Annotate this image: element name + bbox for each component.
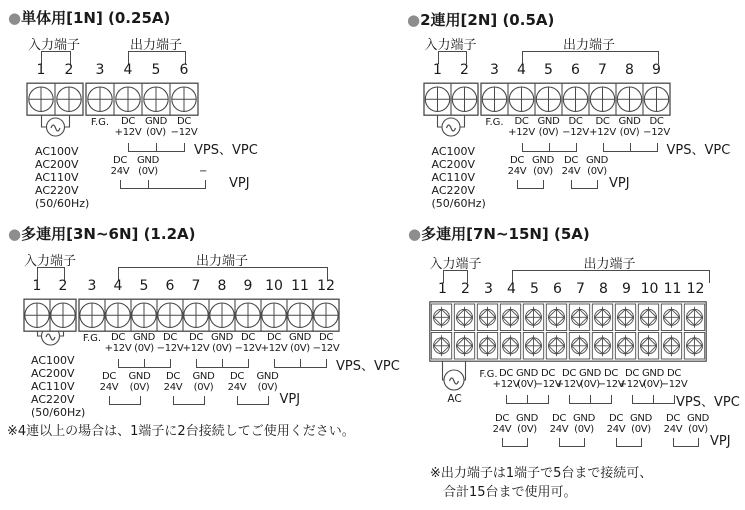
- terminal-number: 10: [640, 281, 659, 297]
- output-pin-label: GND: [144, 116, 168, 127]
- output-pin-label: DC: [112, 155, 128, 166]
- output-pin-label: −12V: [170, 127, 198, 138]
- output-pin-label: 24V: [227, 382, 247, 393]
- terminal-number: 3: [490, 62, 499, 78]
- terminal-number: 1: [32, 278, 42, 294]
- output-pin-label: GND: [572, 413, 596, 424]
- output-pin-label: DC: [266, 332, 282, 343]
- vpj-bracket-tick: [673, 438, 674, 447]
- ac-voltage-line: AC100V: [35, 145, 79, 158]
- vps-vpc-bracket-tick: [170, 359, 171, 368]
- vps-vpc-bracket-tick: [576, 143, 577, 152]
- vps-vpc-bracket-tick: [222, 359, 223, 368]
- vpj-bracket-bar: [173, 404, 204, 405]
- output-pin-label: +12V: [555, 379, 583, 390]
- output-pin-label: +12V: [589, 127, 616, 138]
- output-pin-label: GND: [629, 413, 653, 424]
- vpj-bracket-bar: [237, 404, 268, 405]
- output-pin-label: GND: [256, 371, 279, 382]
- output-pin-label: DC: [563, 155, 579, 166]
- note-text: ※4連以上の場合は、1端子に2台接続してご使用ください。: [7, 424, 355, 439]
- output-pin-label: DC: [240, 332, 256, 343]
- vps-vpc-bracket-tick: [274, 359, 275, 368]
- vps-vpc-label: VPS、VPC: [666, 143, 731, 158]
- vpj-label: VPJ: [279, 392, 301, 407]
- output-pin-label: DC: [666, 368, 682, 379]
- output-pin-label: 24V: [561, 166, 581, 177]
- output-pin-label: (0V): [619, 127, 640, 138]
- note-text: 合計15台まで使用可。: [443, 485, 577, 500]
- output-pin-label: 24V: [110, 166, 130, 177]
- bullet-icon: ●: [8, 225, 22, 243]
- vps-vpc-label: VPS、VPC: [194, 143, 258, 158]
- terminal-number: 4: [113, 278, 123, 294]
- output-pin-label: GND: [132, 332, 156, 343]
- terminal-number: 10: [265, 278, 283, 294]
- output-pin-label: (0V): [134, 343, 154, 354]
- output-pin-label: +12V: [104, 343, 132, 354]
- vps-vpc-bracket-tick: [590, 395, 591, 404]
- output-pin-label: −12V: [660, 379, 688, 390]
- vpj-bracket-tick: [237, 396, 238, 405]
- output-pin-label: GND: [128, 371, 151, 382]
- output-pin-label: DC: [595, 116, 610, 127]
- output-pin-label: +12V: [492, 379, 520, 390]
- output-pin-label: GND: [210, 332, 234, 343]
- terminal-number: 8: [599, 281, 608, 297]
- output-pin-label: GND: [578, 368, 602, 379]
- terminal-number: 12: [686, 281, 705, 297]
- output-pin-label: DC: [101, 371, 117, 382]
- vpj-bracket-tick: [140, 396, 141, 405]
- output-pin-label: 24V: [492, 424, 512, 435]
- terminal-number: 2: [460, 62, 469, 78]
- vps-vpc-bracket-tick: [506, 395, 507, 404]
- vps-vpc-bracket-tick: [657, 143, 658, 152]
- output-pin-label: GND: [618, 116, 641, 127]
- output-pin-label: (0V): [688, 424, 708, 435]
- panel-title: 2連用[2N] (0.5A): [420, 11, 555, 29]
- output-pin-label: −12V: [534, 379, 562, 390]
- panel-title-row: [408, 223, 590, 244]
- output-pin-label: DC: [188, 332, 204, 343]
- output-pin-label: +12V: [114, 127, 142, 138]
- vpj-bracket-tick: [148, 180, 149, 189]
- terminal-number: 9: [243, 278, 253, 294]
- ac-voltage-list: [31, 354, 85, 419]
- output-pin-label: 24V: [99, 382, 119, 393]
- vps-vpc-bracket-tick: [522, 143, 523, 152]
- terminal-number: 5: [544, 62, 553, 78]
- terminal-number: 8: [625, 62, 634, 78]
- output-pin-label: GND: [537, 116, 560, 127]
- output-pin-label: (0V): [257, 382, 278, 393]
- output-pin-label: DC: [229, 371, 245, 382]
- vps-vpc-bracket-tick: [632, 395, 633, 404]
- panel-title: 多連用[7N~15N] (5A): [421, 225, 590, 243]
- input-terminal-label: 入力端子: [24, 254, 77, 269]
- fg-label: F.G.: [90, 117, 110, 128]
- vps-vpc-bracket-tick: [248, 359, 249, 368]
- ac-voltage-line: AC200V: [35, 158, 79, 171]
- ac-voltage-line: AC110V: [431, 171, 476, 184]
- terminal-number: 6: [165, 278, 175, 294]
- output-pin-label: 24V: [163, 382, 183, 393]
- terminal-block: [429, 301, 707, 366]
- vps-vpc-label: VPS、VPC: [676, 395, 740, 410]
- terminal-number: 3: [95, 62, 105, 78]
- terminal-number: 1: [438, 281, 447, 297]
- output-pin-label: +12V: [260, 343, 288, 354]
- output-pin-label: (0V): [146, 127, 166, 138]
- ac-voltage-line: AC200V: [431, 158, 476, 171]
- input-terminal-label: 入力端子: [424, 38, 477, 53]
- terminal-number: 6: [553, 281, 562, 297]
- terminal-number: 5: [139, 278, 149, 294]
- ac-voltage-line: (50/60Hz): [431, 197, 486, 210]
- vps-vpc-bracket-tick: [300, 359, 301, 368]
- fg-label: F.G.: [485, 117, 504, 128]
- output-pin-label: 24V: [606, 424, 626, 435]
- note-text: ※出力端子は1端子で5台まで接続可、: [430, 466, 653, 481]
- terminal-number: 9: [652, 62, 661, 78]
- terminal-number: 11: [663, 281, 682, 297]
- output-pin-label: (0V): [643, 379, 663, 390]
- terminal-number: 4: [517, 62, 526, 78]
- vps-vpc-bracket-tick: [569, 395, 570, 404]
- terminal-number: 7: [191, 278, 201, 294]
- vps-vpc-bracket-tick: [549, 143, 550, 152]
- terminal-number: 6: [571, 62, 580, 78]
- output-pin-label: DC: [165, 371, 181, 382]
- vps-vpc-bracket-tick: [548, 395, 549, 404]
- output-pin-label: DC: [498, 368, 514, 379]
- output-pin-label: −12V: [562, 127, 589, 138]
- ac-voltage-line: AC200V: [31, 367, 75, 380]
- vpj-bracket-bar: [502, 446, 527, 447]
- vpj-bracket-tick: [109, 396, 110, 405]
- output-pin-label: (0V): [580, 379, 600, 390]
- output-pin-label: GND: [515, 413, 539, 424]
- vps-vpc-bracket-tick: [630, 143, 631, 152]
- output-terminal-label: 出力端子: [130, 38, 183, 53]
- output-pin-label: (0V): [517, 379, 537, 390]
- panel-title: 多連用[3N~6N] (1.2A): [21, 225, 196, 243]
- vpj-bracket-tick: [517, 180, 518, 189]
- output-pin-label: DC: [665, 413, 681, 424]
- output-pin-label: DC: [551, 413, 567, 424]
- fg-label: F.G.: [82, 333, 102, 344]
- vpj-bracket-tick: [641, 438, 642, 447]
- terminal-number: 5: [151, 62, 161, 78]
- output-pin-label: +12V: [618, 379, 646, 390]
- vpj-bracket-tick: [571, 180, 572, 189]
- output-pin-label: GND: [192, 371, 215, 382]
- output-pin-label: DC: [561, 368, 577, 379]
- ac-source-symbol: [436, 115, 466, 143]
- vpj-bracket-bar: [616, 446, 641, 447]
- vpj-bracket-tick: [597, 180, 598, 189]
- output-pin-label: DC: [608, 413, 624, 424]
- output-pin-label: DC: [514, 116, 529, 127]
- ac-label: AC: [447, 393, 462, 405]
- output-pin-label: 24V: [507, 166, 527, 177]
- vpj-bracket-bar: [517, 188, 543, 189]
- output-pin-label: GND: [641, 368, 665, 379]
- input-terminal-label: 入力端子: [429, 257, 482, 272]
- vps-vpc-bracket-tick: [603, 143, 604, 152]
- output-pin-label: DC: [624, 368, 640, 379]
- vpj-label: VPJ: [710, 434, 731, 449]
- input-terminal-label: 入力端子: [28, 38, 81, 53]
- output-pin-label: +12V: [508, 127, 535, 138]
- output-pin-label: −12V: [234, 343, 262, 354]
- output-pin-label: −12V: [156, 343, 184, 354]
- output-pin-label: −12V: [643, 127, 670, 138]
- output-terminal-label: 出力端子: [563, 38, 616, 53]
- terminal-number: 9: [622, 281, 631, 297]
- output-pin-label: −12V: [597, 379, 625, 390]
- terminal-number: 11: [291, 278, 309, 294]
- vps-vpc-label: VPS、VPC: [336, 359, 400, 374]
- vpj-label: VPJ: [229, 176, 250, 191]
- output-pin-label: DC: [120, 116, 136, 127]
- vps-vpc-bracket-tick: [653, 395, 654, 404]
- terminal-number: 2: [64, 62, 74, 78]
- vps-vpc-bracket-tick: [118, 359, 119, 368]
- fg-label: F.G.: [479, 369, 498, 380]
- ac-source-symbol: [36, 331, 65, 352]
- output-pin-label: (0V): [587, 166, 607, 177]
- vpj-bracket-tick: [173, 396, 174, 405]
- panel-title: 単体用[1N] (0.25A): [21, 9, 171, 27]
- output-pin-label: (0V): [538, 127, 559, 138]
- vpj-bracket-bar: [571, 188, 597, 189]
- output-pin-label: GND: [515, 368, 539, 379]
- bullet-icon: ●: [408, 225, 422, 243]
- vpj-bracket-tick: [584, 438, 585, 447]
- ac-voltage-list: [35, 145, 89, 210]
- output-pin-label: (0V): [533, 166, 553, 177]
- output-pin-label: −12V: [312, 343, 340, 354]
- vpj-label: VPJ: [609, 176, 630, 191]
- ac-voltage-line: (50/60Hz): [31, 406, 86, 419]
- terminal-number: 12: [317, 278, 335, 294]
- vpj-bracket-bar: [673, 446, 698, 447]
- output-pin-label: (0V): [129, 382, 150, 393]
- output-pin-label: GND: [288, 332, 312, 343]
- ac-voltage-line: AC100V: [31, 354, 75, 367]
- output-pin-label: (0V): [212, 343, 232, 354]
- terminal-number: 6: [179, 62, 189, 78]
- output-pin-label: DC: [509, 155, 525, 166]
- terminal-number: 1: [36, 62, 46, 78]
- output-pin-label: (0V): [138, 166, 158, 177]
- output-pin-label: DC: [494, 413, 510, 424]
- vps-vpc-bracket-tick: [156, 143, 157, 152]
- output-pin-label: GND: [136, 155, 160, 166]
- vpj-bracket-tick: [543, 180, 544, 189]
- terminal-number: 2: [58, 278, 68, 294]
- vpj-bracket-tick: [527, 438, 528, 447]
- vps-vpc-bracket-tick: [184, 143, 185, 152]
- vps-vpc-bracket-tick: [196, 359, 197, 368]
- terminal-number: 8: [217, 278, 227, 294]
- output-pin-label: +12V: [182, 343, 210, 354]
- ac-voltage-line: (50/60Hz): [35, 197, 90, 210]
- output-pin-label: DC: [540, 368, 556, 379]
- panel-title-row: [8, 223, 195, 244]
- output-pin-label: GND: [585, 155, 609, 166]
- output-pin-label: (0V): [517, 424, 537, 435]
- ac-voltage-line: AC220V: [431, 184, 476, 197]
- output-terminal-label: 出力端子: [196, 254, 249, 269]
- output-pin-label: DC: [162, 332, 178, 343]
- ac-voltage-line: AC100V: [431, 145, 476, 158]
- output-pin-label: DC: [649, 116, 664, 127]
- terminal-number: 7: [576, 281, 585, 297]
- vps-vpc-bracket-tick: [674, 395, 675, 404]
- terminal-number: 1: [433, 62, 442, 78]
- output-terminal-label: 出力端子: [583, 257, 636, 272]
- ac-voltage-line: AC220V: [35, 184, 79, 197]
- vpj-bracket-tick: [616, 438, 617, 447]
- output-pin-label: DC: [110, 332, 126, 343]
- vpj-bracket-tick: [205, 180, 206, 189]
- vpj-bracket-tick: [120, 180, 121, 189]
- terminal-number: 7: [598, 62, 607, 78]
- vpj-bracket-bar: [120, 188, 205, 189]
- terminal-number: 3: [87, 278, 97, 294]
- vpj-dash-label: −: [198, 166, 208, 177]
- output-pin-label: (0V): [631, 424, 651, 435]
- output-pin-label: DC: [318, 332, 334, 343]
- bullet-icon: ●: [8, 9, 22, 27]
- ac-source-symbol: [40, 115, 71, 143]
- vps-vpc-bracket-tick: [611, 395, 612, 404]
- ac-source-symbol: [441, 361, 467, 397]
- output-pin-label: GND: [686, 413, 710, 424]
- vps-vpc-bracket-tick: [527, 395, 528, 404]
- output-pin-label: DC: [603, 368, 619, 379]
- output-pin-label: (0V): [290, 343, 310, 354]
- vpj-bracket-bar: [559, 446, 584, 447]
- terminal-number: 4: [123, 62, 133, 78]
- panel-title-row: [407, 9, 554, 30]
- output-pin-label: 24V: [663, 424, 683, 435]
- vps-vpc-bracket-tick: [128, 143, 129, 152]
- ac-voltage-line: AC110V: [35, 171, 79, 184]
- vpj-bracket-tick: [502, 438, 503, 447]
- output-pin-label: DC: [568, 116, 583, 127]
- vpj-bracket-tick: [204, 396, 205, 405]
- terminal-number: 5: [530, 281, 539, 297]
- ac-voltage-line: AC110V: [31, 380, 75, 393]
- vpj-bracket-tick: [559, 438, 560, 447]
- terminal-number: 2: [461, 281, 470, 297]
- panel-title-row: [8, 7, 170, 28]
- terminal-number: 3: [484, 281, 493, 297]
- vpj-bracket-tick: [698, 438, 699, 447]
- bullet-icon: ●: [407, 11, 421, 29]
- ac-voltage-list: [432, 145, 486, 210]
- ac-voltage-line: AC220V: [31, 393, 75, 406]
- output-pin-label: GND: [531, 155, 555, 166]
- vps-vpc-bracket-tick: [326, 359, 327, 368]
- vpj-bracket-tick: [268, 396, 269, 405]
- vps-vpc-bracket-tick: [144, 359, 145, 368]
- output-pin-label: (0V): [193, 382, 214, 393]
- output-pin-label: (0V): [574, 424, 594, 435]
- vpj-bracket-bar: [109, 404, 140, 405]
- output-pin-label: DC: [176, 116, 192, 127]
- terminal-number: 4: [507, 281, 516, 297]
- output-pin-label: 24V: [549, 424, 569, 435]
